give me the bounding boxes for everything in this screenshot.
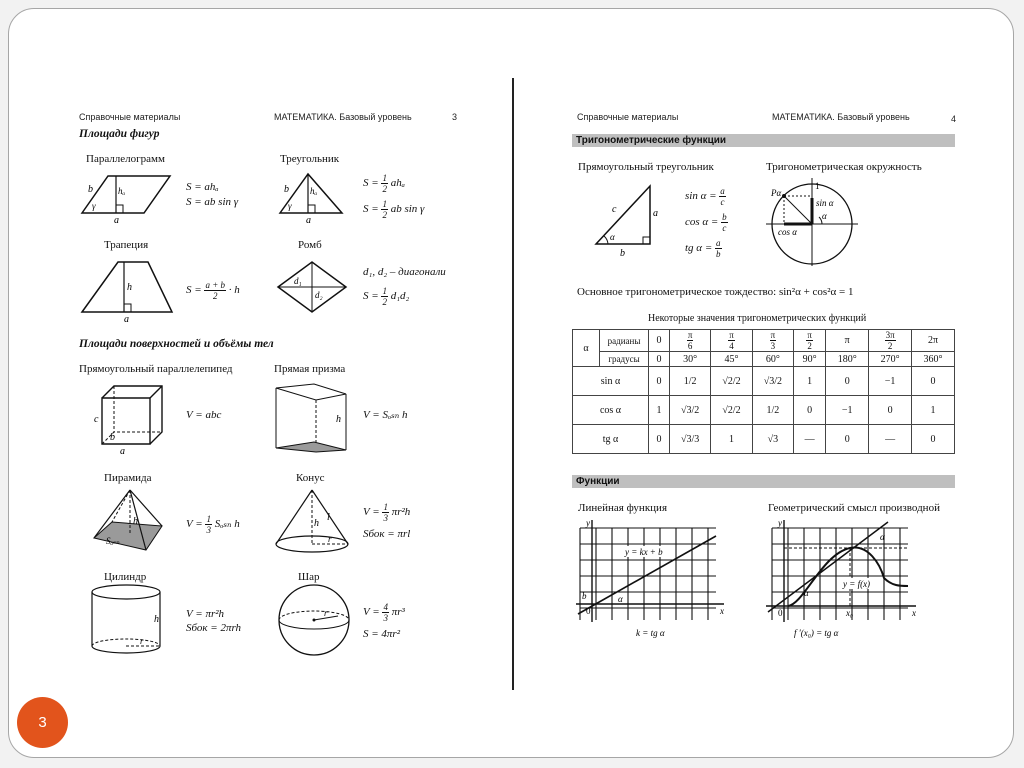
table-row [573,352,955,367]
table-cell: √3 [752,425,793,454]
param-a: a [114,215,119,224]
right-triangle-figure [590,180,660,260]
section-title-areas: Площади фигур [79,128,160,140]
trig-table-caption: Некоторые значения тригонометрических функций [648,313,867,324]
sphere-formula-2: S = 4πr² [363,628,401,640]
table-cell: 1 [711,425,752,454]
parallelogram-formula-1: S = ahₐ [186,181,219,193]
triangle-figure [276,168,348,224]
derivative-graph [764,514,924,642]
cylinder-title: Цилиндр [104,571,147,583]
cone-title: Конус [296,472,325,484]
table-row [573,396,955,425]
table-cell: $\frac{\pi}{2}$ [794,330,826,352]
box-a: a [120,446,125,456]
prism-h: h [336,414,341,425]
sphere-formula-1: V = $\frac{4}{3}$ πr³ [363,602,405,623]
triangle-formula-1: S = $\frac{1}{2}$ ahₐ [363,173,405,194]
circle-one: 1 [815,181,820,191]
trig-identity: Основное тригонометрическое тождество: sin²α + cos²α = 1 [577,286,854,298]
sphere-title: Шар [298,571,320,583]
tri-gamma: γ [288,201,292,211]
der-y: y [778,518,782,528]
lin-k: k = tg α [636,628,665,638]
der-zero: 0 [778,608,783,618]
box-c: c [94,414,99,425]
left-page-number: 3 [452,112,458,122]
cone-formula-1: V = $\frac{1}{3}$ πr²h [363,502,411,523]
table-cell: −1 [869,367,912,396]
table-cell: 60° [752,352,793,367]
der-x: x [912,608,916,618]
trig-circle-figure [764,176,860,268]
sphere-figure [274,582,354,658]
prism-figure [270,380,354,456]
table-cell: π [826,330,869,352]
pyramid-title: Пирамида [104,472,152,484]
rt-b: b [620,248,625,259]
linear-graph [574,514,734,642]
table-cell: 0 [649,352,670,367]
circle-p: Pα [771,188,782,198]
right-header-center: МАТЕМАТИКА. Базовый уровень [772,112,910,122]
left-header-left: Справочные материалы [79,112,181,122]
trap-a: a [124,314,129,322]
cone-figure [272,486,354,558]
pyramid-s: Sₒₛₙ [106,536,120,546]
param-h: hₐ [118,186,126,196]
rhombus-formula: S = $\frac{1}{2}$ d₁d₂ [363,286,410,307]
table-cell: √2/2 [711,367,752,396]
table-cell: 0 [649,367,670,396]
lin-alpha: α [618,594,623,604]
table-cell: 0 [649,330,670,352]
parallelogram-figure [78,168,178,224]
der-alpha-2: α [880,532,885,542]
prism-title: Прямая призма [274,363,346,375]
page-divider [512,78,514,690]
trap-h: h [127,282,132,293]
table-cell: 0 [649,425,670,454]
table-cell: 1 [794,367,826,396]
table-row [573,425,955,454]
cone-formula-2: Sбок = πrl [363,528,411,540]
circle-alpha: α [822,211,827,221]
table-cell: √3/2 [670,396,711,425]
table-cell: $\frac{3\pi}{2}$ [869,330,912,352]
section-bar-functions: Функции [572,475,955,488]
trig-circle-title: Тригонометрическая окружность [766,161,922,173]
right-page-number: 4 [951,114,957,124]
derivative-title: Геометрический смысл производной [768,502,940,514]
table-cell: 0 [912,425,955,454]
table-cell: 30° [670,352,711,367]
tri-b: b [284,184,289,195]
lin-zero: 0 [586,606,591,616]
slide-number-badge: 3 [17,697,68,748]
cone-h: h [314,518,319,529]
rhombus-figure [274,258,350,316]
section-bar-trig: Тригонометрические функции [572,134,955,147]
table-cell: √2/2 [711,396,752,425]
circle-cos: cos α [778,227,797,237]
lin-eq: y = kx + b [625,547,663,557]
table-cell: √3/3 [670,425,711,454]
table-cell: 0 [869,396,912,425]
der-x0: x₀ [846,608,854,618]
table-cell: 90° [794,352,826,367]
tg-def: tg α = $\frac{a}{b}$ [685,238,721,259]
cylinder-r: r [140,636,144,646]
tri-h: hₐ [310,186,318,196]
table-cell: 0 [794,396,826,425]
table-cell: −1 [826,396,869,425]
table-cell: 1/2 [752,396,793,425]
right-triangle-title: Прямоугольный треугольник [578,161,714,173]
circle-sin: sin α [816,198,834,208]
param-gamma: γ [92,201,96,211]
triangle-formula-2: S = $\frac{1}{2}$ ab sin γ [363,199,425,220]
section-title-volumes: Площади поверхностей и объёмы тел [79,338,274,350]
rt-alpha: α [610,232,615,242]
rhombus-title: Ромб [298,239,322,251]
sin-def: sin α = $\frac{a}{c}$ [685,186,725,207]
table-cell: $\frac{\pi}{6}$ [670,330,711,352]
table-cell: √3/2 [752,367,793,396]
pyramid-h: h [133,516,138,527]
parallelogram-title: Параллелограмм [86,153,165,165]
trig-values-table [572,329,955,454]
sphere-r: r [324,608,328,618]
pyramid-figure [88,486,172,558]
table-cell: 0 [912,367,955,396]
cos-def: cos α = $\frac{b}{c}$ [685,212,727,233]
left-header-center: МАТЕМАТИКА. Базовый уровень [274,112,412,122]
lin-b: b [582,591,587,601]
cone-l: l [327,512,330,523]
table-row [573,367,955,396]
table-cell: радианы [600,330,649,352]
table-cell: cos α [573,396,649,425]
parallelogram-formula-2: S = ab sin γ [186,196,239,208]
table-cell: 45° [711,352,752,367]
box-formula: V = abc [186,409,222,421]
trapezoid-title: Трапеция [104,239,149,251]
tri-a: a [306,215,311,224]
rhombus-note: d₁, d₂ – диагонали [363,266,446,278]
table-cell: — [794,425,826,454]
table-cell: — [869,425,912,454]
der-k: f ′(x₀) = tg α [794,628,839,638]
table-cell: sin α [573,367,649,396]
table-cell: $\frac{\pi}{3}$ [752,330,793,352]
trapezoid-figure [78,256,178,322]
cylinder-h: h [154,614,159,625]
table-cell: 180° [826,352,869,367]
linear-title: Линейная функция [578,502,667,514]
table-cell: 0 [826,367,869,396]
table-cell: 270° [869,352,912,367]
table-row [573,330,955,352]
trapezoid-formula: S = $\frac{a + b}{2}$ · h [186,280,240,301]
rt-a: a [653,208,658,219]
table-cell: 360° [912,352,955,367]
box-b: b [110,432,115,443]
table-cell: tg α [573,425,649,454]
lin-x: x [720,606,724,616]
box-title: Прямоугольный параллелепипед [79,363,233,375]
rt-c: c [612,204,617,215]
table-cell: 1/2 [670,367,711,396]
table-cell: 0 [826,425,869,454]
der-eq: y = f(x) [843,579,871,589]
lin-y: y [586,518,590,528]
table-cell: 2π [912,330,955,352]
pyramid-formula: V = $\frac{1}{3}$ Sₒₛₙ h [186,514,240,535]
right-header-left: Справочные материалы [577,112,679,122]
cylinder-figure [88,582,168,658]
rhombus-d2: d₂ [315,290,323,300]
table-cell: $\frac{\pi}{4}$ [711,330,752,352]
cone-r: r [328,534,332,544]
der-alpha-1: α [804,588,809,598]
prism-formula: V = Sₒₛₙ h [363,409,408,421]
cylinder-formula-1: V = πr²h [186,608,225,620]
table-cell: градусы [600,352,649,367]
param-b: b [88,184,93,195]
table-cell: 1 [912,396,955,425]
table-cell: 1 [649,396,670,425]
cylinder-formula-2: Sбок = 2πrh [186,622,242,634]
triangle-title: Треугольник [280,153,340,165]
box-figure [92,378,172,456]
table-cell: α [573,330,600,367]
rhombus-d1: d₁ [294,276,302,286]
